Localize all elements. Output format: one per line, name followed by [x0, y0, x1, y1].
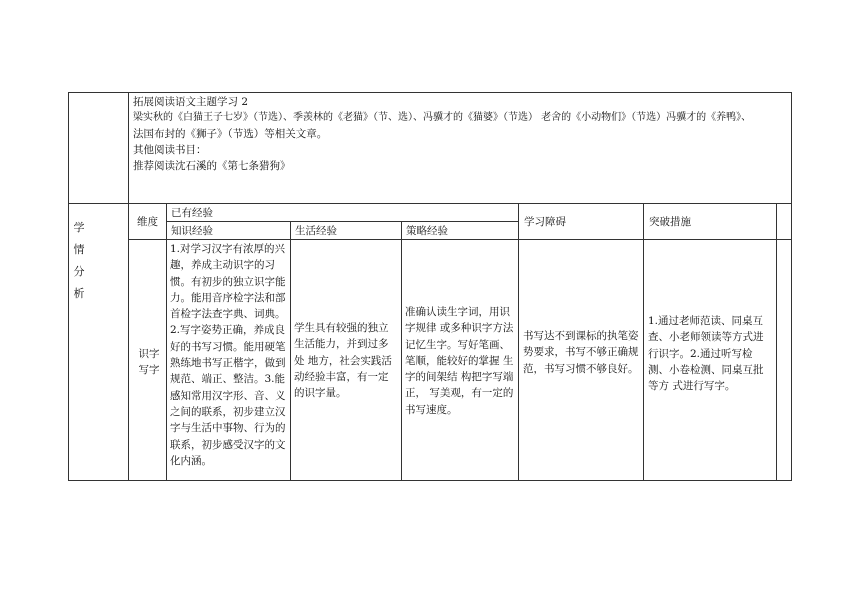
- header-knowledge: 知识经验: [171, 225, 213, 237]
- header-measures: 突破措施: [649, 216, 691, 228]
- existing-header-divider: [166, 221, 518, 222]
- side-label-char: 分: [73, 265, 85, 278]
- table-right-border: [791, 92, 792, 481]
- table-left-border: [68, 92, 69, 481]
- label-column-divider: [128, 92, 129, 481]
- cell-life: 学生具有较强的独立生活能力，并到过多处 地方，社会实践活动经验丰富，有一定的识字量。: [294, 322, 392, 400]
- col-divider-dimension: [166, 203, 167, 481]
- col-divider-life: [401, 221, 402, 481]
- table-bottom-border: [68, 480, 792, 481]
- cell-knowledge: 1.对学习汉字有浓厚的兴趣，养成主动识字的习惯。有初步的独立识字能力。能用音序检字法和部首检字法查字典、词典。2.写字姿势正确，养成良好的书写习惯。能用硬笔熟练地书写正楷字，做到规范、端正、整洁。3.能感知常用汉字形、音、义之间的联系，初步建立汉字与生活中事物、行为的联系，初步感受汉字的文化内涵。: [170, 243, 286, 467]
- header-row-divider: [128, 239, 791, 240]
- header-life: 生活经验: [295, 225, 337, 237]
- header-obstacle: 学习障碍: [524, 216, 566, 228]
- cell-measures: 1.通过老师范读、同桌互查、小老师领读等方式进行识字。2.通过听写检测、小卷检测、同桌互批等方 式进行写字。: [648, 315, 764, 393]
- header-strategy: 策略经验: [406, 225, 448, 237]
- reading-line-2: 法国布封的《狮子》（节选）等相关文章。: [133, 128, 328, 140]
- reading-line-3: 其他阅读书目：: [133, 144, 207, 156]
- cell-obstacle: 书写达不到课标的执笔姿势要求，书写不够正确规范，书写习惯不够良好。: [523, 330, 639, 375]
- cell-dimension: 识字写字: [138, 348, 160, 377]
- reading-title: 拓展阅读语文主题学习 2: [133, 96, 249, 108]
- reading-line-4: 推荐阅读沈石溪的《第七条猎狗》: [133, 160, 291, 172]
- side-label-char: 情: [73, 243, 85, 256]
- header-dimension: 维度: [137, 216, 158, 228]
- cell-strategy: 准确认读生字词，用识字规律 或多种识字方法记忆生字。写好笔画、笔顺，能较好的掌握 生字的间架结 构把字写端正， 写美观，有一定的书写速度。: [405, 306, 514, 416]
- header-existing: 已有经验: [171, 207, 213, 219]
- side-label-char: 析: [73, 287, 85, 300]
- col-divider-knowledge: [290, 221, 291, 481]
- table-top-border: [68, 92, 792, 93]
- col-divider-obstacle: [643, 203, 644, 481]
- col-divider-strategy: [518, 203, 519, 481]
- side-label: [72, 217, 86, 305]
- section-divider: [68, 203, 792, 204]
- col-divider-measures: [776, 203, 777, 481]
- side-label-char: 学: [73, 221, 85, 234]
- reading-line-1: 梁实秋的《白猫王子七岁》（节选）、季羡林的《老猫》（节、选）、冯骥才的《猫婆》（节选） 老舍的《小动物们》（节选）冯骥才的《养鸭》、: [133, 112, 752, 123]
